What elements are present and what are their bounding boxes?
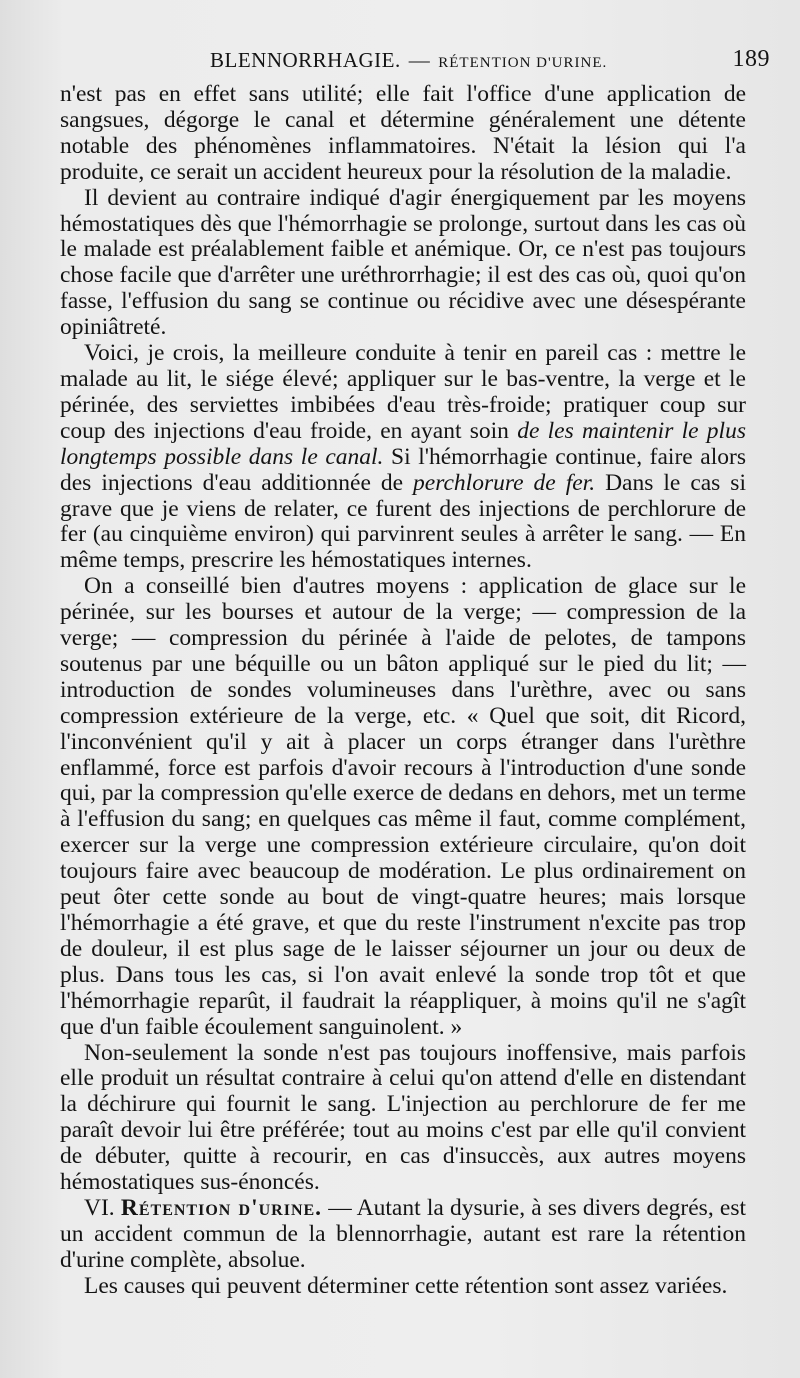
paragraph: [60, 1274, 746, 1300]
text-segment: Voici, je crois, la meilleure conduite à tenir en pareil cas : mettre le malade au lit, le siége élevé; appliquer sur le bas-ventre, la verge et le périnée, des serviettes imbibées d'eau très-froide; pratiquer coup sur coup des injections d'eau froide, en ayant soin: [60, 340, 746, 444]
text-segment: Dans le cas si grave que je viens de relater, ce furent des injections de perchlorure de fer (au cinquième environ) qui parvinrent seules à arrêter le sang. — En même temps, prescrire les hémostatiques internes.: [60, 469, 746, 574]
text-segment: — Autant la dysurie, à ses divers degrés, est un accident commun de la blennorrhagie, autant est rare la rétention d'urine complète, absolue.: [60, 1194, 747, 1273]
paragraph: [60, 574, 746, 1040]
paragraph: [60, 82, 746, 186]
page-number: 189: [732, 46, 770, 72]
paragraph: [60, 341, 746, 574]
header-title: BLENNORRHAGIE.: [210, 48, 401, 72]
text-segment: Si l'hémorrhagie continue, faire alors des injections d'eau additionnée de: [60, 443, 746, 496]
header-subtitle: RÉTENTION D'URINE.: [438, 55, 608, 71]
paragraph: [60, 1041, 746, 1196]
body-text: [60, 82, 746, 1300]
paragraph: [60, 186, 746, 341]
section-number: VI.: [84, 1194, 121, 1221]
italic-segment: de les maintenir le plus longtemps possible dans le canal.: [60, 417, 746, 470]
text-segment: On a conseillé bien d'autres moyens : application de glace sur le périnée, sur les bourses et autour de la verge; — compression de la verge; — compression du périnée à l'aide de pelotes, de tampons soutenus par une béquille ou un bâton appliqué sur le pied du lit; — introduction de sondes volumineuses dans l'urèthre, avec ou sans compression extérieure de la verge, etc. « Quel que soit, dit Ricord, l'inconvénient qu'il y ait à placer un corps étranger dans l'urèthre enflammé, force est parfois d'avoir recours à l'introduction d'une sonde qui, par la compression qu'elle exerce de dedans en dehors, met un terme à l'effusion du sang; en quelques cas même il faut, comme complément, exercer sur la verge une compression extérieure circulaire, qu'on doit toujours faire avec beaucoup de modération. Le plus ordinairement on peut ôter cette sonde au bout de vingt-quatre heures; mais lorsque l'hémorrhagie a été grave, et que du reste l'instrument n'excite pas trop de douleur, il est plus sage de le laisser séjourner un jour ou deux de plus. Dans tous les cas, si l'on avait enlevé la sonde trop tôt et que l'hémorrhagie reparût, il faudrait la réappliquer, à moins qu'il ne s'agît que d'un faible écoulement sanguinolent. »: [60, 573, 746, 1040]
header-dash: —: [408, 48, 431, 72]
text-segment: n'est pas en effet sans utilité; elle fait l'office d'une application de sangsues, dégorge le canal et détermine généralement une détente notable des phénomènes inflammatoires. N'était la lésion qui l'a produite, ce serait un accident heureux pour la résolution de la maladie.: [60, 81, 746, 185]
running-header: [60, 44, 770, 74]
text-segment: Les causes qui peuvent déterminer cette rétention sont assez variées.: [84, 1272, 728, 1299]
paragraph: [60, 1196, 746, 1274]
text-segment: Il devient au contraire indiqué d'agir énergiquement par les moyens hémostatiques dès que l'hémorrhagie se prolonge, surtout dans les cas où le malade est préalablement faible et anémique. Or, ce n'est pas toujours chose facile que d'arrêter une uréthrorrhagie; il est des cas où, quoi qu'on fasse, l'effusion du sang se continue ou récidive avec une désespérante opiniâtreté.: [60, 184, 746, 341]
text-segment: Non-seulement la sonde n'est pas toujours inoffensive, mais parfois elle produit un résultat contraire à celui qu'on attend d'elle en distendant la déchirure qui fournit le sang. L'injection au perchlorure de fer me paraît devoir lui être préférée; tout au moins c'est par elle qu'il convient de débuter, quitte à recourir, en cas d'insuccès, aux autres moyens hémostatiques sus-énoncés.: [60, 1039, 746, 1196]
italic-segment: perchlorure de fer.: [413, 469, 596, 496]
section-heading: Rétention d'urine.: [120, 1194, 323, 1221]
running-title: [210, 48, 607, 73]
